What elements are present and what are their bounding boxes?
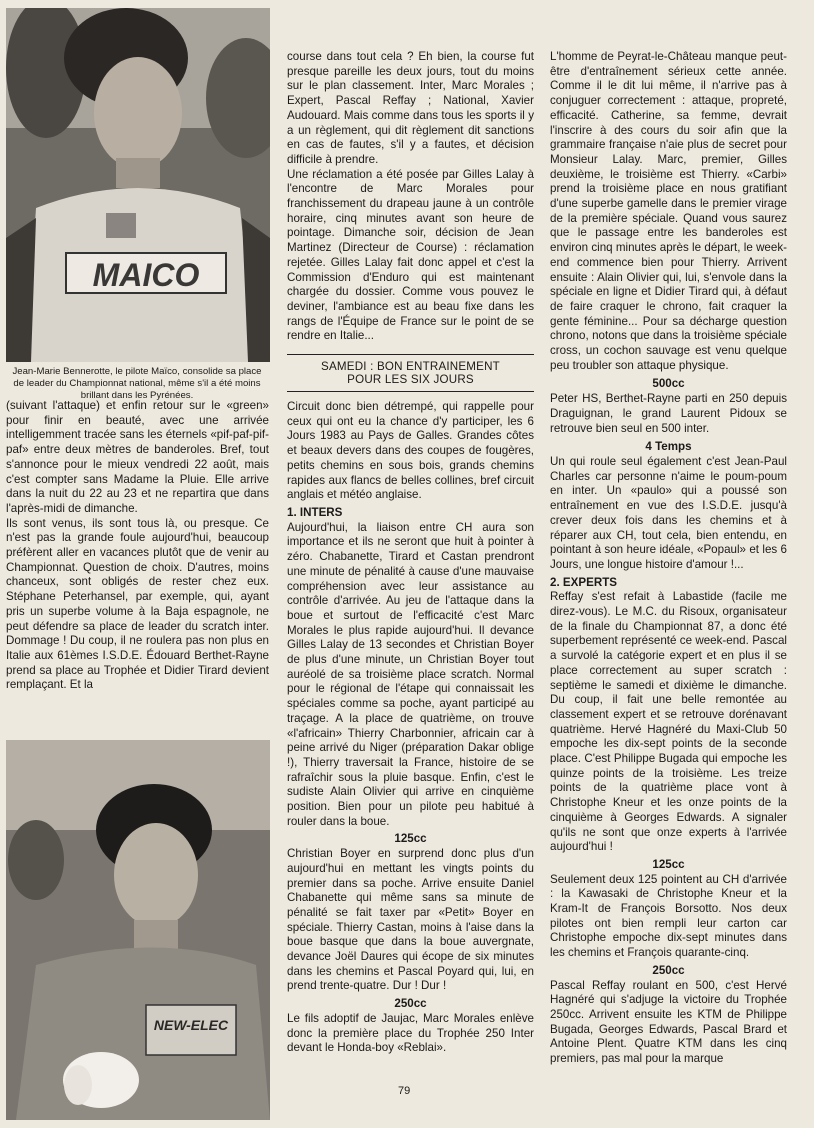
col3-paragraph-4: Reffay s'est refait à Labastide (facile me direz-vous). Le M.C. du Risoux, organisateur de la finale du Championnat 87, a donc été superbement représenté ce week-end. Pascal a survolé la catégorie expert et en plus il se place correctement au super scratch : septième le samedi et dixième le dimanche. Du coup, il fait une belle remontée au classement expert et se retrouve dorénavant quatrième. Hervé Hagnéré du Maxi-Club 50 empoche les dix-sept points de la seconde place. C'est Philippe Bugada qui empoche les quinze points de la troisième. Les treize points de la quatrième place vont à Christophe Kneur et les onze points de la cinquième à Georges Edwards. A signaler qu'ils ne sont que onze experts à l'arrivée aujourd'hui !: [550, 590, 787, 854]
col1-paragraph-2: Ils sont venus, ils sont tous là, ou presque. Ce n'est pas la grande foule aujourd'hui, beaucoup préfèrent aller en vacances plutôt que de venir au Championnat. Question de choix. D'autres, moins chanceux, sont obligés de rester chez eux. Stéphane Peterhansel, par exemple, qui, ayant pris un superbe volume à la Baja espagnole, ne peut défendre sa place de leader du scratch inter. Dommage ! Du coup, il ne roulera pas non plus en Italie aux 61èmes I.S.D.E. Édouard Berthet-Rayne prend sa place au Trophée et Didier Tirard devient remplaçant. Et la: [6, 516, 269, 692]
col3-paragraph-2: Peter HS, Berthet-Rayne parti en 250 depuis Draguignan, le grand Laurent Pidoux se retrouve bien seul en 500 inter.: [550, 392, 787, 435]
column-3: [550, 50, 787, 1067]
rider-portrait-illustration: [6, 8, 270, 362]
section-experts: 2. EXPERTS: [550, 575, 618, 589]
col2-paragraph-2: Une réclamation a été posée par Gilles Lalay à l'encontre de Marc Morales pour franchissement du drapeau jaune à un contrôle horaire, cinq minutes avant son heure de pointage. Dimanche soir, décision de Jean Martinez (Directeur de Course) : réclamation rejetée. Gilles Lalay fait donc appel et c'est la Commission d'Enduro qui est maintenant chargée du dossier. Comme vous pouvez le deviner, l'ambiance est au beau fixe dans les rangs de l'Équipe de France sur le point de se rendre en Italie...: [287, 167, 534, 343]
subheading-250cc-experts: 250cc: [652, 963, 685, 977]
rider-photo-bottom: [6, 740, 270, 1120]
col2-paragraph-1: course dans tout cela ? Eh bien, la course fut presque pareille les deux jours, tout du moins sur le plan classement. Inter, Marc Morales ; Expert, Pascal Reffay ; National, Xavier Audouard. Mais comme dans tous les sports il y a un règlement, qui dit règlement dit sanctions en cas de fautes, s'il y a fautes, et décision difficile à prendre.: [287, 50, 534, 166]
subheading-125cc-experts: 125cc: [652, 857, 685, 871]
col3-paragraph-6: Pascal Reffay roulant en 500, c'est Hervé Hagnéré qui s'adjuge la victoire du Trophée 250cc. Arrivent ensuite les KTM de Philippe Bugada, Georges Edwards, Pascal Brard et Antoine Plent. Quatre KTM dans les cinq premiers, pas mal pour la marque: [550, 978, 787, 1066]
section-heading-samedi: [287, 354, 534, 392]
section-inters: 1. INTERS: [287, 505, 343, 519]
jersey-logo-text: MAICO: [92, 257, 200, 293]
subheading-125cc: 125cc: [394, 832, 427, 846]
col2-paragraph-3: Circuit donc bien détrempé, qui rappelle pour ceux qui ont eu la chance d'y participer, les 6 Jours 1983 au Pays de Galles. Grandes côtes et beaux devers dans des coupes de fougères, petits chemins en sous bois, grands chemins rapides aux flancs de belles collines, bref circuit anglais et météo anglaise.: [287, 400, 534, 502]
col2-paragraph-5: Christian Boyer en surprend donc plus d'un aujourd'hui en mettant les vingts points du premier dans sa poche. Arrive ensuite Daniel Chabanette qui même sans sa minute de pénalité se fait taxer par «Petit» Boyer en spéciale. Thierry Castan, moins à l'aise dans la boue basque que dans la boue auvergnate, devance Joël Daures qui écope de six minutes dans les chemins et Pascal Poyard qui, lui, en prend trente-quatre. Dur ! Dur !: [287, 847, 534, 993]
subheading-500cc: 500cc: [652, 377, 685, 391]
col1-paragraph-1: (suivant l'attaque) et enfin retour sur le «green» pour finir en beauté, avec une arrivée intelligemment tracée sans les éternels «pif-paf-pif-paf» entre deux mètres de banderoles. Bref, tout s'annonce pour le mieux vendredi 22 août, mais c'est compter sans Madame la Pluie. Elle arrive dans la nuit du 22 au 23 et ne repartira que dans l'après-midi de dimanche.: [6, 399, 269, 515]
col2-paragraph-4: Aujourd'hui, la liaison entre CH aura son importance et ils ne seront que huit à pointer à zéro. Chabanette, Tirard et Castan prendront une minute de pénalité à cause d'une mauvaise compréhension avec leur assistance au contrôle d'arrivée. Au jeu de l'attaque dans la boue et surtout de l'efficacité c'est Marc Morales le plus rapide aujourd'hui. Il devance Gilles Lalay de 13 secondes et Christian Boyer de plus d'une minute, un Christian Boyer tout auréolé de sa troisième place scratch. Normal pour le régional de l'étape qui connaissait les spéciales comme sa poche, ayant participé au traçage. A la place de quatrième, on trouve «l'africain» Thierry Charbonnier, africain car à peine arrivé du Niger (préparation Dakar oblige !), Thierry traversait la France, histoire de se rafraîchir sous la pluie basque. Enfin, c'est le sudiste Alain Olivier qui arrive en cinquième position. Bien pour un pilote peu habitué à rouler dans la boue.: [287, 520, 534, 828]
subheading-4-temps: 4 Temps: [645, 440, 692, 454]
page-number: 79: [398, 1085, 411, 1097]
col2-paragraph-6: Le fils adoptif de Jaujac, Marc Morales enlève donc la première place du Trophée 250 Inter devant le Honda-boy «Reblai».: [287, 1011, 534, 1055]
section-heading-line-2: POUR LES SIX JOURS: [347, 373, 474, 387]
rider-photo-top: [6, 8, 270, 362]
subheading-250cc: 250cc: [394, 997, 427, 1011]
col3-paragraph-3: Un qui roule seul également c'est Jean-Paul Charles car personne n'aime le poum-poum en inter. Un «paulo» qui a poussé son entraînement en vue des I.S.D.E. jusqu'à crever deux fois dans les chemins et à réparer aux CH, tout cela, bien entendu, en pointant à son heure idéale, «Popaul» et les 6 Jours, une longue histoire d'amour !...: [550, 454, 787, 571]
rider-holding-cup-illustration: [6, 740, 270, 1120]
column-1: [6, 399, 269, 693]
col3-paragraph-5: Seulement deux 125 pointent au CH d'arrivée : la Kawasaki de Christophe Kneur et la Kram-It de François Borsotto. Nos deux pilotes ont bien rempli leur carton car Christophe empoche dix-sept minutes dans les chemins et François quarante-cinq.: [550, 872, 787, 960]
column-2: [287, 50, 534, 1056]
jacket-logo-text: NEW-ELEC: [153, 1017, 229, 1033]
photo-caption-top: Jean-Marie Bennerotte, le pilote Maïco, consolide sa place de leader du Championnat national, même s'il a été moins brillant dans les Pyrénées.: [12, 366, 262, 401]
section-heading-line-1: SAMEDI : BON ENTRAINEMENT: [321, 360, 500, 374]
col3-paragraph-1: L'homme de Peyrat-le-Château manque peut-être d'entraînement sérieux cette année. Comme il le dit lui même, il n'arrive pas à conjuguer correctement : attaque, propreté, efficacité. Catherine, sa femme, devrait l'inscrire à des cours du soir afin que la grammaire française n'aie plus de secret pour Monsieur Lalay. Marc, premier, Gilles deuxième, le troisième est Thierry. «Carbi» prend la troisième place en nous gratifiant d'une superbe gamelle dans le premier virage de la première spéciale. Quand vous saurez que le passage entre les banderoles est environ cinq minutes après le départ, le week-end commence bien pour Thierry. Arrivent ensuite : Alain Olivier qui, lui, s'envole dans la spéciale en ligne et Didier Tirard qui, à défaut de faire craquer le chrono, fait craquer la gente féminine... Pour sa décharge question chrono, notons que dans la troisième spéciale cross, un cochon sauvage est venu quelque peu troubler son attaque physique.: [550, 50, 787, 372]
